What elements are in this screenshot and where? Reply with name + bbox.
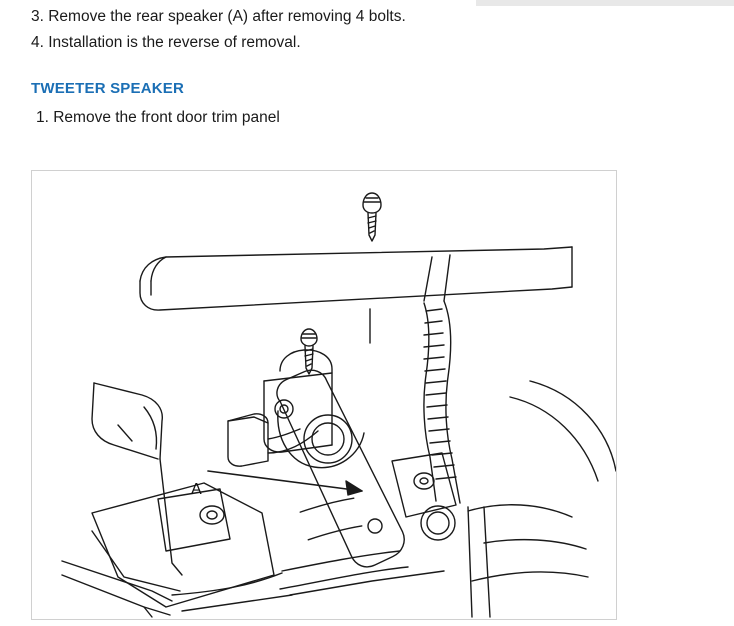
- tweeter-speaker-diagram: [32, 171, 616, 619]
- list-item: 3. Remove the rear speaker (A) after removing 4 bolts.: [31, 8, 406, 25]
- list-item: 1. Remove the front door trim panel: [36, 109, 280, 126]
- numbered-steps-list: [31, 4, 681, 56]
- figure-container: [31, 170, 617, 620]
- list-item: 4. Installation is the reverse of removal.: [31, 34, 301, 51]
- section-heading: TWEETER SPEAKER: [31, 80, 185, 97]
- callout-label-a: A: [191, 481, 202, 498]
